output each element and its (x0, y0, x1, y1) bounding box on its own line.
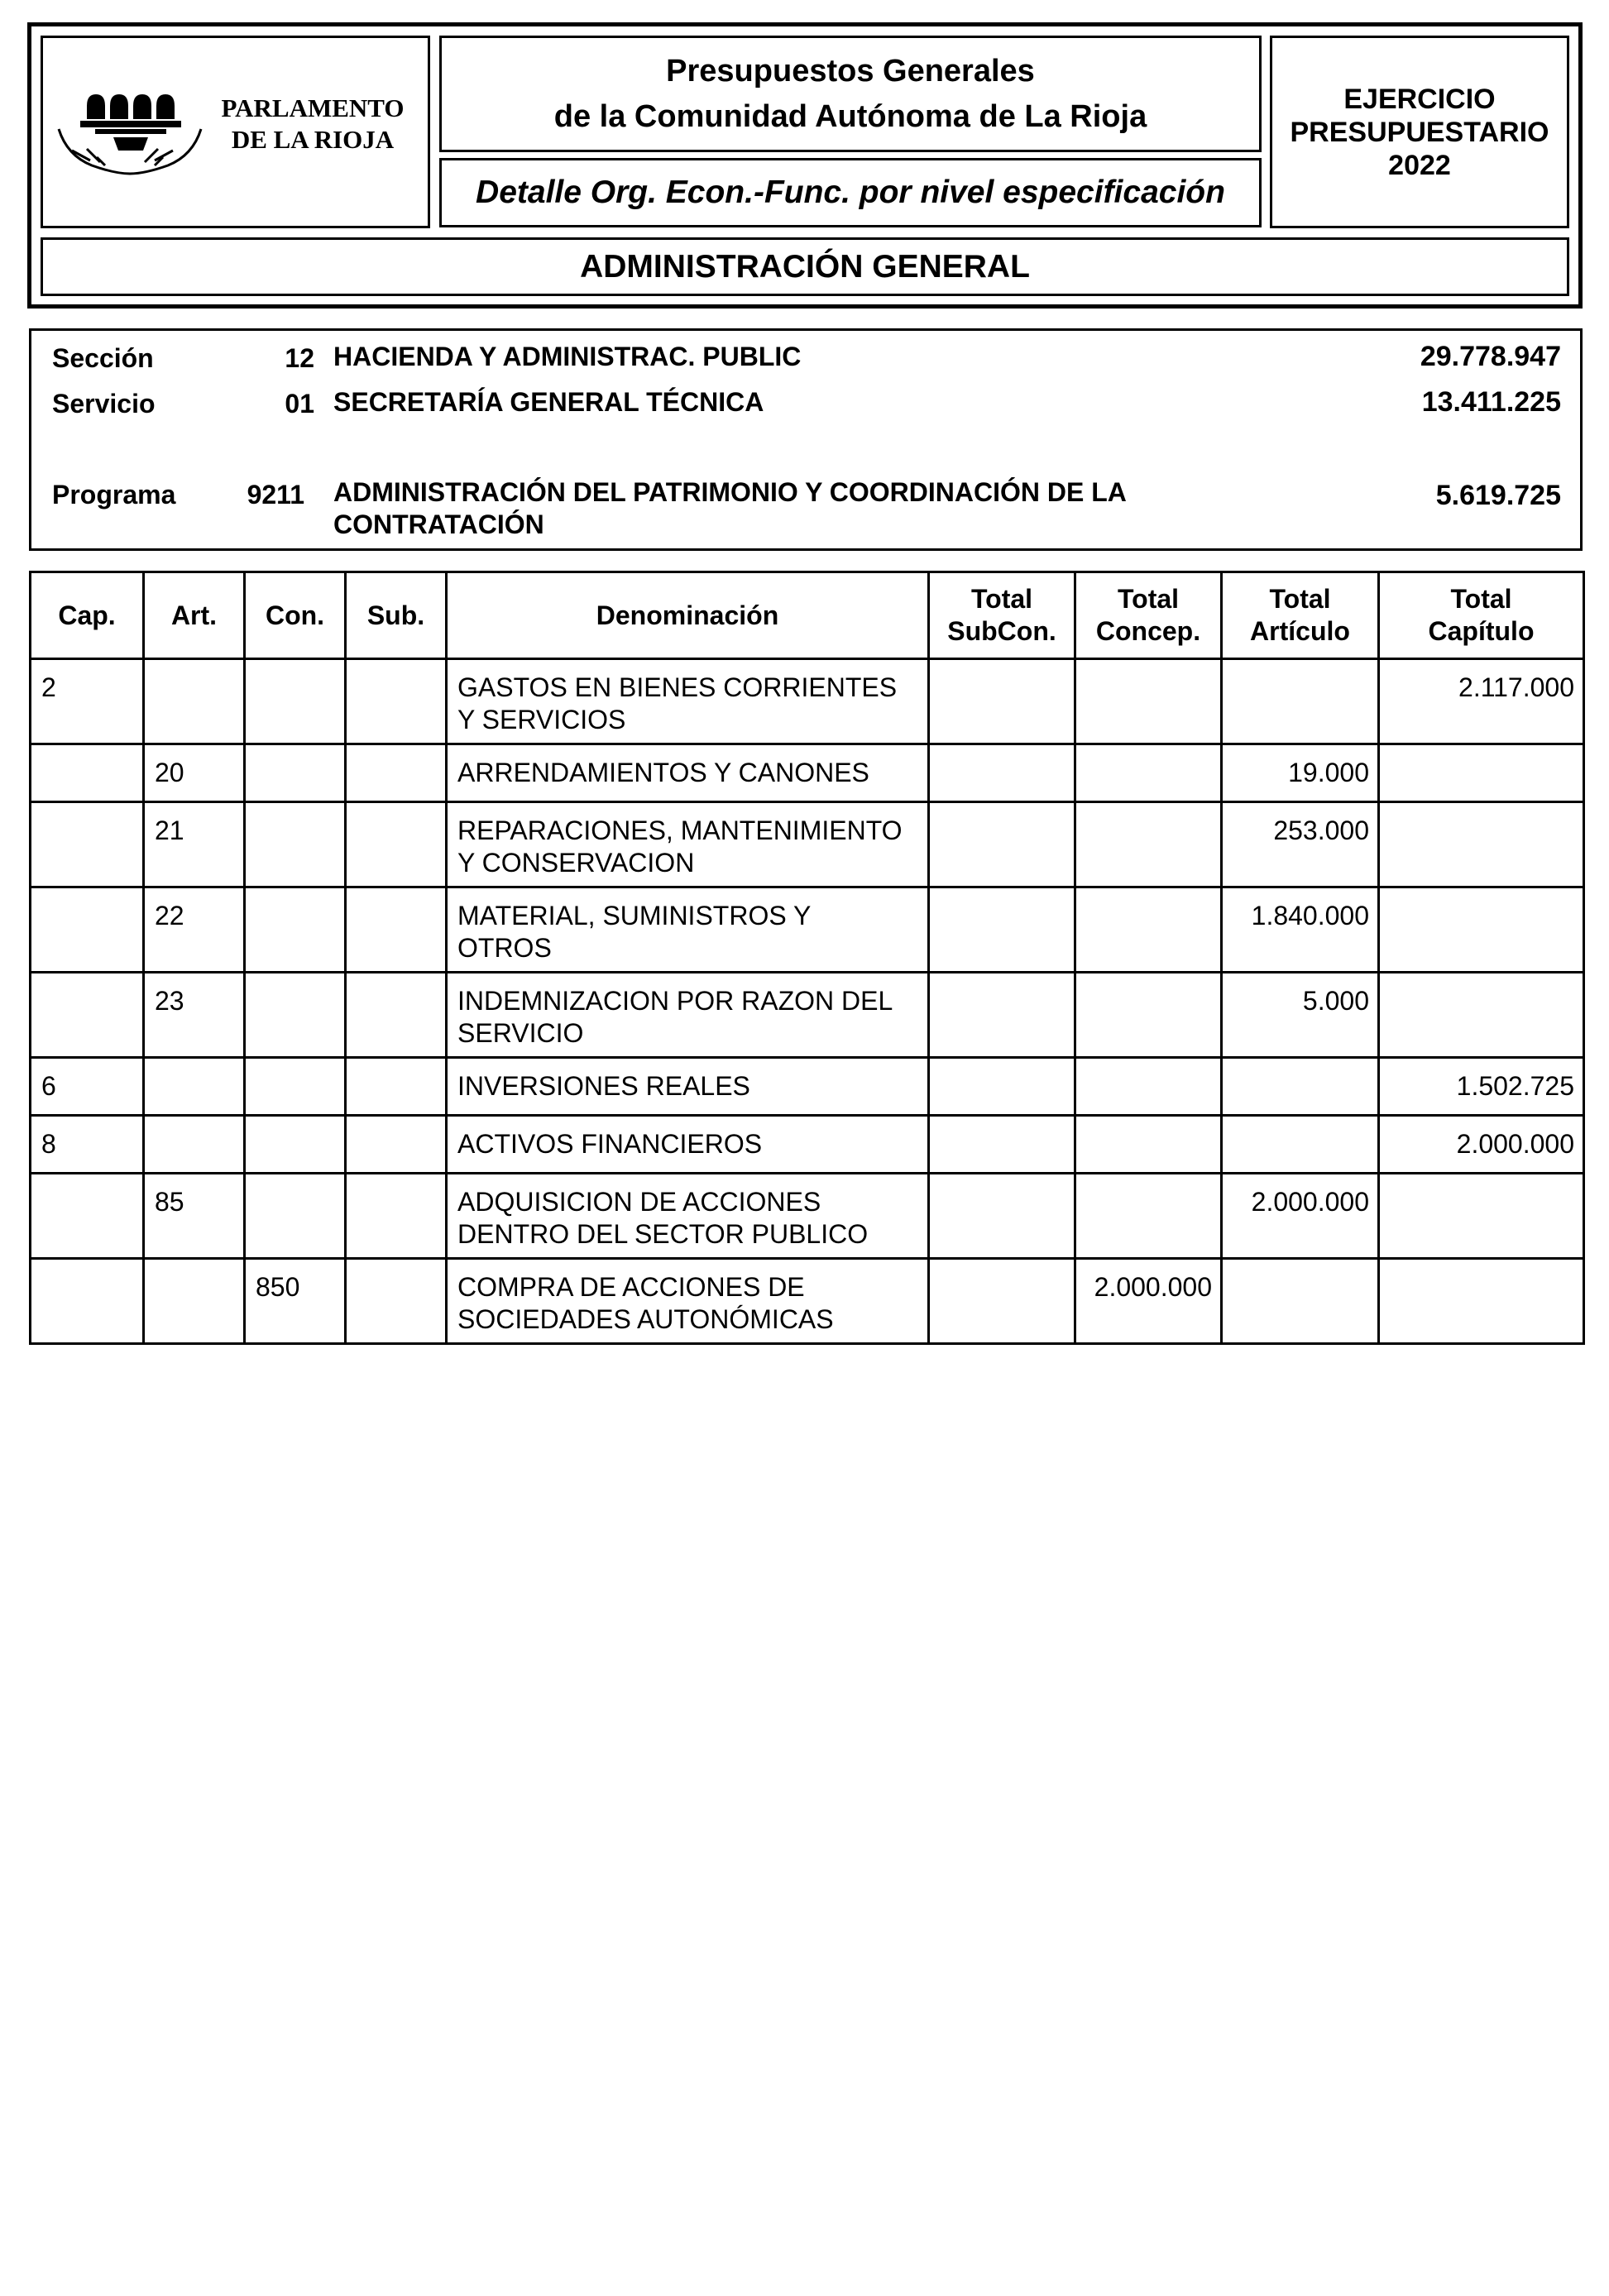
cell-total-concep-value (1076, 1059, 1220, 1074)
header-total-articulo (1222, 572, 1379, 659)
table-body (31, 659, 1584, 1344)
cell-total-concep-value (1076, 888, 1220, 903)
parlamento-logo-icon (47, 71, 213, 195)
cell-sub (346, 887, 447, 973)
header-con: Con. (245, 572, 346, 659)
cell-total-articulo (1222, 802, 1379, 887)
header-total-concep-line-2: Concep. (1095, 616, 1201, 646)
cell-cap-value (31, 888, 142, 903)
cell-art (144, 1174, 245, 1259)
cell-total-articulo-value: 5.000 (1302, 986, 1369, 1016)
denominacion-line-1: REPARACIONES, MANTENIMIENTO (457, 816, 903, 845)
cell-total-capitulo (1379, 1259, 1584, 1344)
cell-total-capitulo-value (1380, 973, 1583, 988)
cell-total-articulo-value (1223, 1260, 1377, 1275)
cell-art-value: 22 (155, 901, 184, 930)
table-row (31, 973, 1584, 1058)
header-total-subcon-line-2: SubCon. (947, 616, 1056, 646)
header-sub: Sub. (346, 572, 447, 659)
denominacion-line-2: DENTRO DEL SECTOR PUBLICO (457, 1219, 869, 1249)
cell-cap (31, 802, 144, 887)
cell-cap-value (31, 1174, 142, 1189)
cell-total-articulo (1222, 973, 1379, 1058)
header-total-subcon-line-1: Total (970, 584, 1033, 614)
cell-total-concep (1075, 973, 1222, 1058)
report-subtitle: Detalle Org. Econ.-Func. por nivel especificación (476, 175, 1225, 210)
cell-total-concep-value (1076, 803, 1220, 818)
cell-con (245, 1058, 346, 1116)
header-total-capitulo-line-2: Capítulo (1428, 616, 1535, 646)
table-row (31, 659, 1584, 744)
cell-total-articulo (1222, 887, 1379, 973)
cell-total-concep (1075, 1116, 1222, 1174)
cell-total-subcon (929, 659, 1075, 744)
cell-total-concep-value (1076, 1174, 1220, 1189)
cell-cap (31, 659, 144, 744)
cell-total-articulo (1222, 744, 1379, 802)
cell-con-value (246, 803, 344, 818)
cell-total-concep (1075, 1259, 1222, 1344)
cell-total-capitulo-value (1380, 1174, 1583, 1189)
cell-total-articulo (1222, 1259, 1379, 1344)
cell-cap-value: 6 (41, 1071, 56, 1101)
cell-denominacion (447, 1259, 929, 1344)
exercise-year: 2022 (1388, 149, 1451, 181)
cell-con (245, 887, 346, 973)
cell-total-articulo-value: 253.000 (1273, 816, 1369, 845)
header-total-articulo-line-2: Artículo (1250, 616, 1350, 646)
cell-art (144, 659, 245, 744)
cell-con (245, 1116, 346, 1174)
cell-total-articulo (1222, 1174, 1379, 1259)
cell-total-capitulo-value: 1.502.725 (1456, 1071, 1574, 1101)
cell-cap-value (31, 973, 142, 988)
cell-con-value (246, 1117, 344, 1131)
cell-denominacion (447, 1116, 929, 1174)
header-total-subcon (929, 572, 1075, 659)
programa-code: 9211 (247, 480, 304, 509)
denominacion-line-2: OTROS (457, 933, 552, 963)
section-title-box (41, 237, 1569, 296)
cell-art-value (145, 1117, 243, 1131)
logo-line-1: PARLAMENTO (221, 93, 405, 122)
cell-total-subcon (929, 887, 1075, 973)
table-row (31, 1259, 1584, 1344)
cell-total-articulo (1222, 1058, 1379, 1116)
budget-table (29, 571, 1585, 1345)
cell-total-subcon-value (930, 803, 1074, 818)
header-total-capitulo-line-1: Total (1450, 584, 1512, 614)
header-art: Art. (144, 572, 245, 659)
cell-art (144, 744, 245, 802)
cell-con-value (246, 660, 344, 675)
exercise-box (1270, 36, 1569, 228)
cell-sub-value (347, 888, 445, 903)
cell-art-value: 85 (155, 1187, 184, 1217)
cell-con-value (246, 1174, 344, 1189)
cell-art-value (145, 660, 243, 675)
denominacion-line-1: ADQUISICION DE ACCIONES (457, 1187, 821, 1217)
cell-con-value: 850 (256, 1272, 300, 1302)
cell-total-subcon-value (930, 1260, 1074, 1275)
cell-total-subcon-value (930, 1059, 1074, 1074)
cell-total-concep (1075, 744, 1222, 802)
cell-sub (346, 973, 447, 1058)
denominacion-line-1: ARRENDAMIENTOS Y CANONES (457, 758, 869, 787)
cell-total-subcon-value (930, 660, 1074, 675)
table-row (31, 1116, 1584, 1174)
cell-total-capitulo-value: 2.117.000 (1458, 672, 1574, 702)
cell-cap (31, 1259, 144, 1344)
cell-total-capitulo (1379, 1058, 1584, 1116)
cell-total-subcon (929, 973, 1075, 1058)
cell-cap-value (31, 1260, 142, 1275)
cell-art-value: 23 (155, 986, 184, 1016)
cell-cap-value: 2 (41, 672, 56, 702)
cell-denominacion (447, 659, 929, 744)
table-row (31, 1058, 1584, 1116)
cell-total-capitulo-value (1380, 803, 1583, 818)
denominacion-line-1: INVERSIONES REALES (457, 1071, 750, 1101)
denominacion-line-1: INDEMNIZACION POR RAZON DEL (457, 986, 893, 1016)
table-row (31, 744, 1584, 802)
cell-total-capitulo (1379, 744, 1584, 802)
cell-sub-value (347, 1059, 445, 1074)
programa-name-line-1: ADMINISTRACIÓN DEL PATRIMONIO Y COORDINACIÓN DE LA (333, 477, 1127, 507)
title-box (439, 36, 1262, 152)
cell-sub (346, 744, 447, 802)
cell-sub (346, 659, 447, 744)
cell-art (144, 973, 245, 1058)
cell-total-subcon (929, 1259, 1075, 1344)
cell-sub-value (347, 803, 445, 818)
seccion-label: Sección (52, 343, 154, 373)
cell-art-value: 21 (155, 816, 184, 845)
cell-total-concep (1075, 802, 1222, 887)
cell-total-subcon-value (930, 888, 1074, 903)
cell-total-subcon-value (930, 745, 1074, 760)
cell-art (144, 1116, 245, 1174)
cell-total-concep-value: 2.000.000 (1094, 1272, 1212, 1302)
cell-total-articulo-value (1223, 660, 1377, 675)
cell-cap (31, 1116, 144, 1174)
subtitle-box (439, 158, 1262, 227)
denominacion-line-1: COMPRA DE ACCIONES DE (457, 1272, 805, 1302)
cell-cap (31, 1058, 144, 1116)
cell-sub (346, 1058, 447, 1116)
cell-cap (31, 887, 144, 973)
cell-total-capitulo-value (1380, 745, 1583, 760)
cell-cap-value: 8 (41, 1129, 56, 1159)
cell-denominacion (447, 744, 929, 802)
cell-total-concep-value (1076, 973, 1220, 988)
cell-total-subcon (929, 802, 1075, 887)
programa-name-line-2: CONTRATACIÓN (333, 509, 544, 539)
cell-total-capitulo (1379, 887, 1584, 973)
cell-sub-value (347, 660, 445, 675)
cell-con (245, 973, 346, 1058)
cell-art-value (145, 1059, 243, 1074)
denominacion-line-2: Y SERVICIOS (457, 705, 626, 734)
cell-con-value (246, 888, 344, 903)
seccion-name: HACIENDA Y ADMINISTRAC. PUBLIC (333, 342, 802, 371)
cell-total-capitulo (1379, 802, 1584, 887)
exercise-line-1: EJERCICIO (1343, 83, 1496, 115)
cell-con-value (246, 745, 344, 760)
cell-total-subcon-value (930, 973, 1074, 988)
denominacion-line-2: Y CONSERVACION (457, 848, 695, 878)
cell-con-value (246, 973, 344, 988)
cell-art (144, 1058, 245, 1116)
servicio-code: 01 (285, 389, 314, 419)
cell-cap (31, 1174, 144, 1259)
cell-sub-value (347, 1260, 445, 1275)
cell-sub (346, 802, 447, 887)
cell-denominacion (447, 887, 929, 973)
cell-sub-value (347, 1174, 445, 1189)
cell-total-articulo (1222, 1116, 1379, 1174)
cell-total-subcon (929, 744, 1075, 802)
cell-sub-value (347, 745, 445, 760)
cell-total-capitulo-value: 2.000.000 (1456, 1129, 1574, 1159)
header-denominacion: Denominación (447, 572, 929, 659)
cell-con (245, 659, 346, 744)
cell-con (245, 1174, 346, 1259)
cell-total-concep (1075, 1058, 1222, 1116)
cell-total-concep (1075, 887, 1222, 973)
cell-sub (346, 1116, 447, 1174)
programa-name (333, 476, 1127, 541)
cell-total-subcon (929, 1116, 1075, 1174)
cell-total-concep (1075, 1174, 1222, 1259)
cell-sub (346, 1174, 447, 1259)
cell-total-subcon-value (930, 1117, 1074, 1131)
cell-denominacion (447, 1174, 929, 1259)
cell-total-articulo-value: 1.840.000 (1251, 901, 1369, 930)
cell-art (144, 887, 245, 973)
denominacion-line-2: SERVICIO (457, 1018, 584, 1048)
cell-sub (346, 1259, 447, 1344)
cell-cap-value (31, 803, 142, 818)
cell-cap-value (31, 745, 142, 760)
cell-total-concep-value (1076, 660, 1220, 675)
exercise-line-2: PRESUPUESTARIO (1290, 116, 1549, 148)
cell-total-concep (1075, 659, 1222, 744)
cell-cap (31, 744, 144, 802)
table-row (31, 802, 1584, 887)
header-cap: Cap. (31, 572, 144, 659)
cell-total-articulo-value (1223, 1117, 1377, 1131)
logo-text (213, 93, 412, 155)
title-line-2: de la Comunidad Autónoma de La Rioja (553, 98, 1147, 134)
programa-amount: 5.619.725 (1435, 480, 1561, 511)
cell-art-value: 20 (155, 758, 184, 787)
header-total-concep (1075, 572, 1222, 659)
table-row (31, 1174, 1584, 1259)
cell-cap (31, 973, 144, 1058)
title-line-1: Presupuestos Generales (666, 53, 1035, 88)
denominacion-line-2: SOCIEDADES AUTONÓMICAS (457, 1304, 834, 1334)
header-total-concep-line-1: Total (1117, 584, 1180, 614)
cell-total-capitulo (1379, 1116, 1584, 1174)
denominacion-line-1: MATERIAL, SUMINISTROS Y (457, 901, 812, 930)
seccion-code: 12 (285, 343, 314, 373)
denominacion-line-1: ACTIVOS FINANCIEROS (457, 1129, 763, 1159)
logo-line-2: DE LA RIOJA (231, 125, 395, 154)
cell-total-concep-value (1076, 1117, 1220, 1131)
cell-con (245, 802, 346, 887)
cell-sub-value (347, 1117, 445, 1131)
cell-total-articulo-value (1223, 1059, 1377, 1074)
cell-art (144, 802, 245, 887)
cell-total-subcon (929, 1058, 1075, 1116)
cell-total-subcon-value (930, 1174, 1074, 1189)
cell-art-value (145, 1260, 243, 1275)
cell-denominacion (447, 802, 929, 887)
denominacion-line-1: GASTOS EN BIENES CORRIENTES (457, 672, 898, 702)
programa-label: Programa (52, 480, 176, 509)
cell-total-concep-value (1076, 745, 1220, 760)
cell-total-subcon (929, 1174, 1075, 1259)
table-header-row (31, 572, 1584, 659)
table-row (31, 887, 1584, 973)
cell-total-capitulo-value (1380, 888, 1583, 903)
cell-total-articulo-value: 2.000.000 (1251, 1187, 1369, 1217)
cell-total-capitulo-value (1380, 1260, 1583, 1275)
header-total-capitulo (1379, 572, 1584, 659)
servicio-amount: 13.411.225 (1421, 386, 1561, 418)
servicio-name: SECRETARÍA GENERAL TÉCNICA (333, 387, 764, 417)
cell-total-capitulo (1379, 659, 1584, 744)
cell-denominacion (447, 1058, 929, 1116)
cell-con (245, 744, 346, 802)
cell-con-value (246, 1059, 344, 1074)
servicio-label: Servicio (52, 389, 156, 419)
cell-art (144, 1259, 245, 1344)
section-title: ADMINISTRACIÓN GENERAL (580, 248, 1030, 285)
cell-total-articulo-value: 19.000 (1288, 758, 1369, 787)
cell-total-capitulo (1379, 1174, 1584, 1259)
cell-total-capitulo (1379, 973, 1584, 1058)
cell-sub-value (347, 973, 445, 988)
cell-denominacion (447, 973, 929, 1058)
cell-con (245, 1259, 346, 1344)
seccion-amount: 29.778.947 (1420, 341, 1561, 372)
cell-total-articulo (1222, 659, 1379, 744)
header-total-articulo-line-1: Total (1269, 584, 1331, 614)
